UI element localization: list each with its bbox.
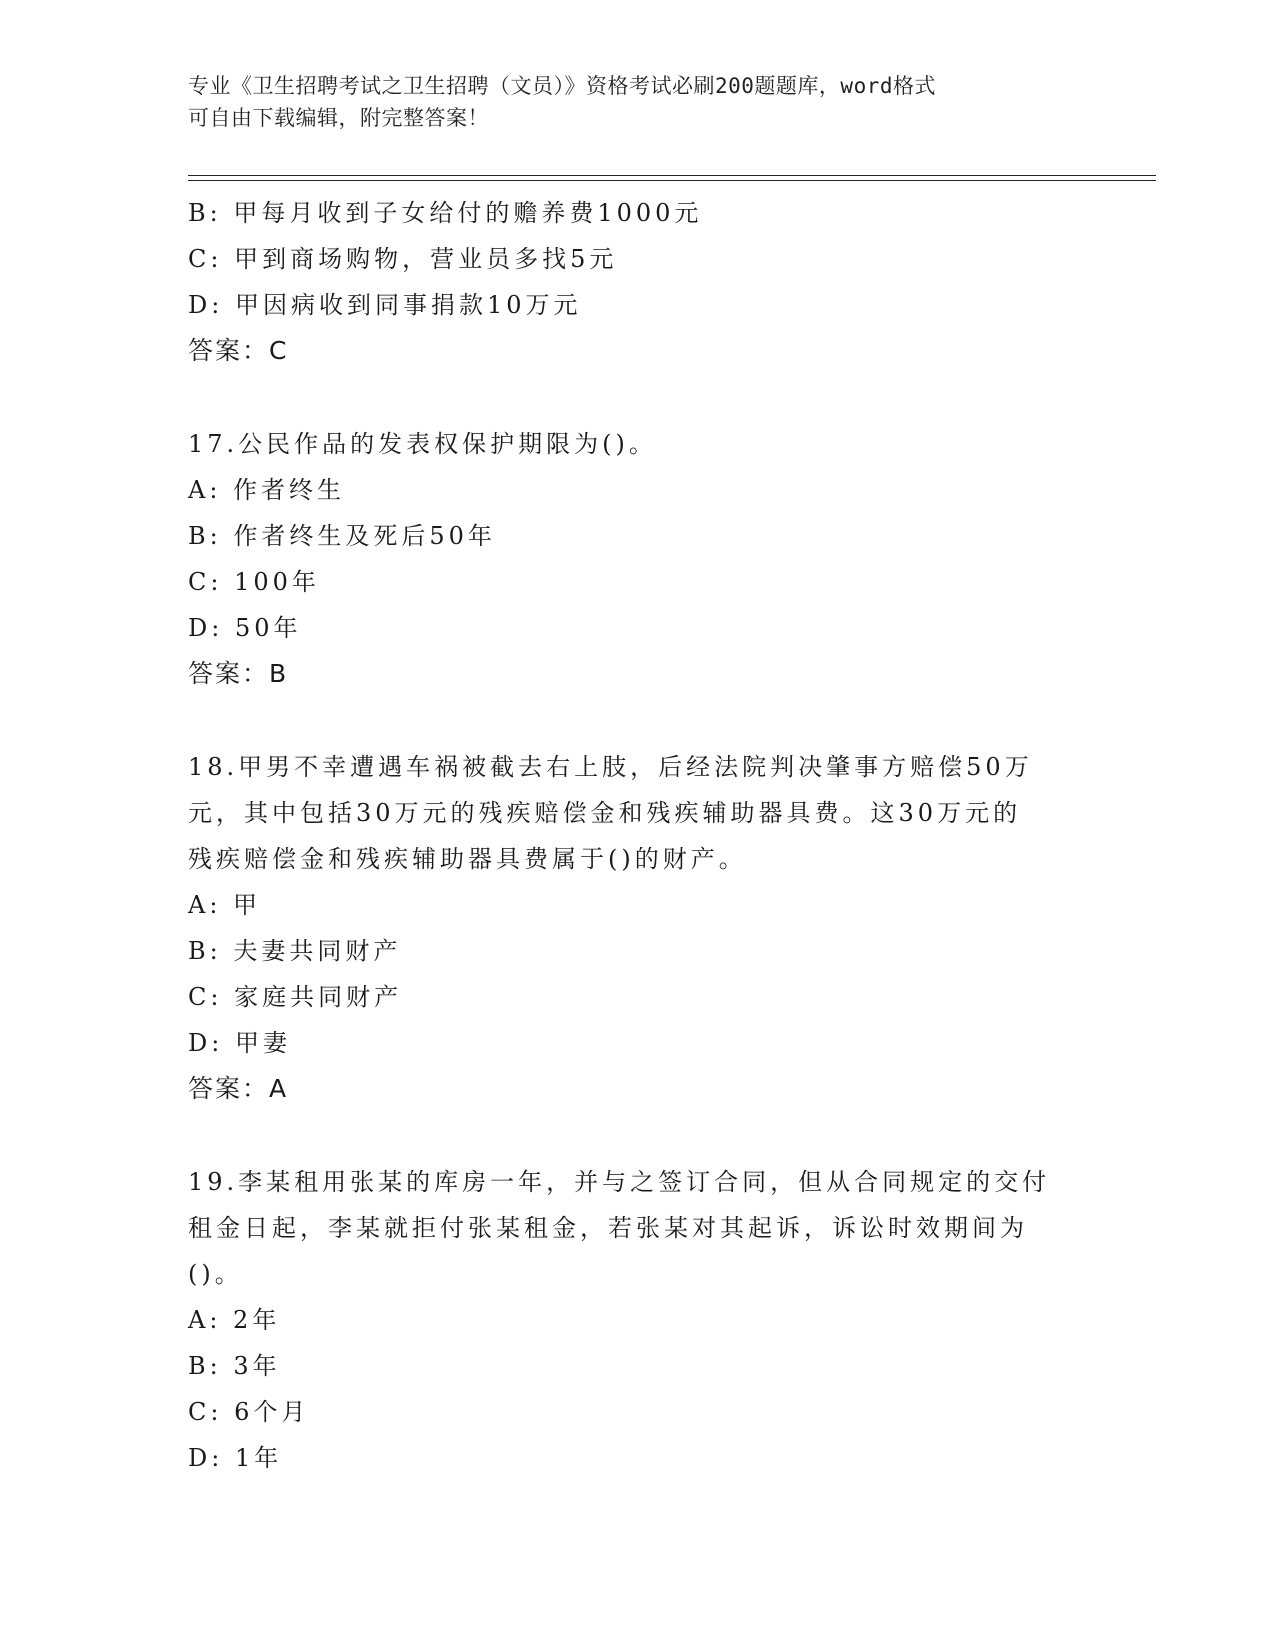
option-b: B: 夫妻共同财产 (188, 937, 402, 965)
option-c: C: 6个月 (188, 1398, 310, 1426)
question-stem-line-3: 残疾赔偿金和残疾辅助器具费属于()的财产。 (188, 845, 747, 873)
spacer (188, 374, 1088, 421)
option-a: A: 作者终生 (188, 476, 346, 504)
document-header (188, 70, 1088, 134)
answer: 答案：C (188, 336, 289, 365)
question-stem: 17.公民作品的发表权保护期限为()。 (188, 430, 657, 458)
question-stem-line-2: 租金日起，李某就拒付张某租金，若张某对其起诉，诉讼时效期间为 (188, 1214, 1028, 1242)
header-line-2: 可自由下载编辑，附完整答案！ (188, 106, 489, 130)
option-b: B: 甲每月收到子女给付的赡养费1000元 (188, 199, 703, 227)
header-divider-bottom (188, 180, 1156, 181)
answer: 答案：B (188, 659, 289, 688)
question-stem-line-1: 19.李某租用张某的库房一年，并与之签订合同，但从合同规定的交付 (188, 1168, 1051, 1196)
option-a: A: 2年 (188, 1306, 281, 1334)
option-a: A: 甲 (188, 891, 262, 919)
option-b: B: 作者终生及死后50年 (188, 522, 496, 550)
option-d: D: 甲妻 (188, 1029, 291, 1057)
option-d: D: 50年 (188, 614, 302, 642)
document-body (188, 190, 1088, 1481)
option-c: C: 100年 (188, 568, 320, 596)
question-16-tail (188, 190, 1088, 374)
question-stem-line-3: ()。 (188, 1260, 243, 1288)
spacer (188, 1112, 1088, 1159)
question-stem-line-2: 元，其中包括30万元的残疾赔偿金和残疾辅助器具费。这30万元的 (188, 799, 1022, 827)
question-17 (188, 421, 1088, 697)
option-c: C: 甲到商场购物，营业员多找5元 (188, 245, 618, 273)
answer: 答案：A (188, 1074, 289, 1103)
option-c: C: 家庭共同财产 (188, 983, 403, 1011)
header-line-1: 专业《卫生招聘考试之卫生招聘（文员）》资格考试必刷200题题库，word格式 (188, 74, 936, 98)
option-b: B: 3年 (188, 1352, 281, 1380)
question-19 (188, 1159, 1088, 1481)
option-d: D: 甲因病收到同事捐款10万元 (188, 291, 582, 319)
question-stem-line-1: 18.甲男不幸遭遇车祸被截去右上肢，后经法院判决肇事方赔偿50万 (188, 753, 1033, 781)
option-d: D: 1年 (188, 1444, 283, 1472)
question-18 (188, 744, 1088, 1112)
header-divider-top (188, 175, 1156, 176)
spacer (188, 697, 1088, 744)
